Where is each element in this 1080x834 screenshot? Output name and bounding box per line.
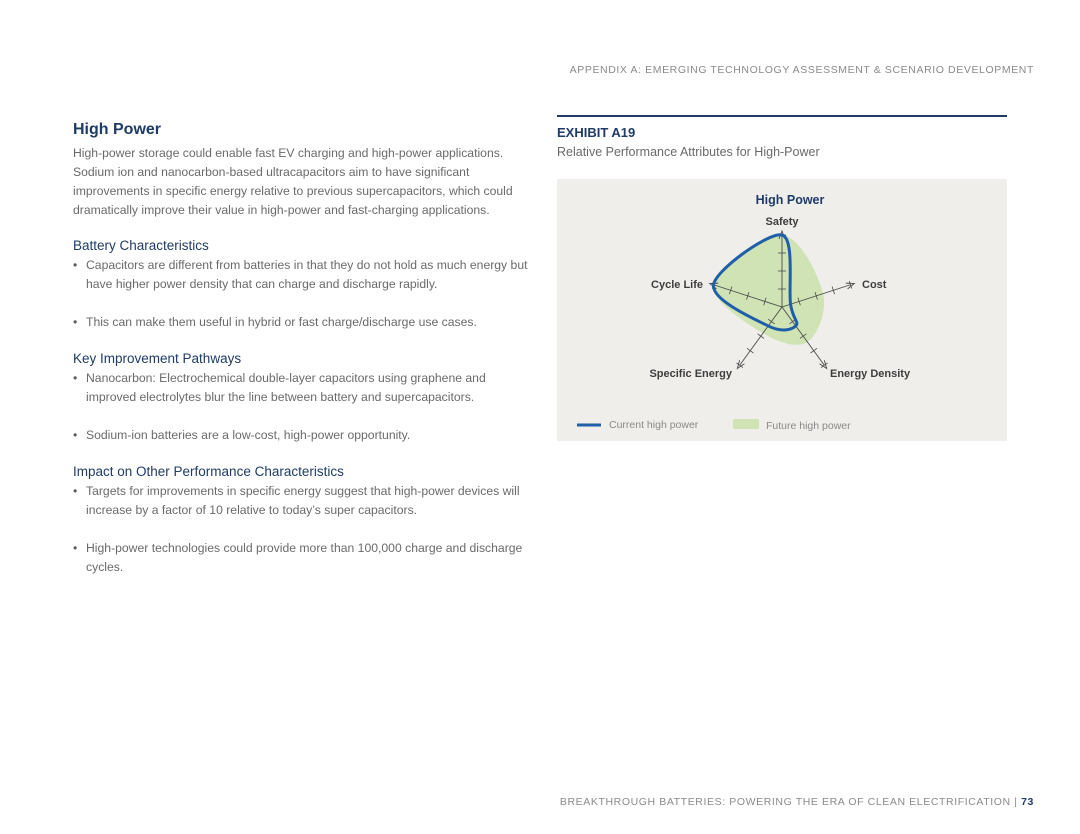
axis-label-cost: Cost (862, 279, 887, 291)
left-column (73, 121, 533, 596)
battery-characteristics-heading: Battery Characteristics (73, 238, 209, 253)
axis-tick (811, 348, 817, 353)
exhibit-subtitle: Relative Performance Attributes for High-Power (557, 145, 820, 159)
intro-paragraph: High-power storage could enable fast EV charging and high-power applications. Sodium ion and nanocarbon-based ultracapacitors aim to have significant improvements in specific energy relative to previous supercapacitors, which could dramatically improve their value in high-power and fast-charging applications. (73, 146, 513, 217)
legend-label-current: Current high power (609, 419, 699, 431)
list-item: • Targets for improvements in specific energy suggest that high-power devices will increase by a factor of 10 relative to today’s super capacitors. (73, 482, 533, 520)
section-title: High Power (73, 121, 162, 138)
axis-label-energy-density: Energy Density (830, 368, 911, 380)
impact-heading: Impact on Other Performance Characteristics (73, 464, 344, 479)
battery-characteristics-list (73, 256, 533, 332)
axis-label-specific-energy: Specific Energy (649, 368, 732, 380)
key-improvement-heading: Key Improvement Pathways (73, 351, 242, 366)
list-item: • Sodium-ion batteries are a low-cost, high-power opportunity. (73, 426, 533, 445)
axis-tick (758, 334, 764, 339)
axis-label-safety: Safety (765, 216, 799, 228)
radar-chart (557, 179, 1007, 441)
list-item: • Nanocarbon: Electrochemical double-layer capacitors using graphene and improved electrolytes blur the line between battery and supercapacitors. (73, 369, 533, 407)
list-item: • High-power technologies could provide more than 100,000 charge and discharge cycles. (73, 539, 533, 577)
list-item: • This can make them useful in hybrid or fast charge/discharge use cases. (73, 313, 533, 332)
page-number: 73 (1021, 796, 1034, 808)
chart-title: High Power (755, 193, 825, 207)
axis-tick (747, 348, 753, 353)
exhibit-rule (557, 115, 1007, 117)
running-header: APPENDIX A: EMERGING TECHNOLOGY ASSESSMENT & SCENARIO DEVELOPMENT (569, 64, 1034, 76)
key-improvement-list (73, 369, 533, 445)
footer-text: BREAKTHROUGH BATTERIES: POWERING THE ERA OF CLEAN ELECTRIFICATION | (559, 796, 1018, 808)
page-footer (560, 796, 1034, 808)
legend-label-future: Future high power (766, 420, 851, 432)
list-item: • Capacitors are different from batteries in that they do not hold as much energy but have higher power density that can charge and discharge rapidly. (73, 256, 533, 294)
axis-label-cycle-life: Cycle Life (651, 279, 703, 291)
legend-swatch-future (733, 419, 759, 429)
exhibit-label: EXHIBIT A19 (557, 125, 636, 140)
radar-chart-panel (557, 179, 1007, 441)
impact-list (73, 482, 533, 577)
